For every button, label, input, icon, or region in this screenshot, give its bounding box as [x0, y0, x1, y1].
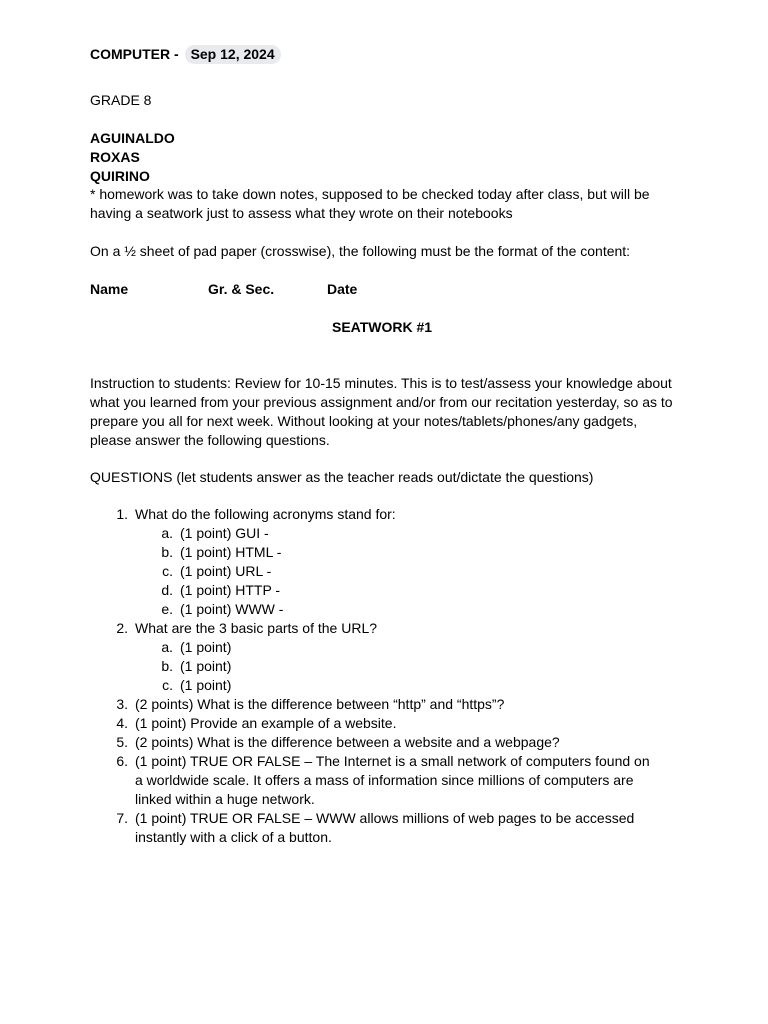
sub-text: (1 point): [180, 639, 232, 655]
sub-item: [90, 562, 690, 581]
section-quirino: QUIRINO: [90, 168, 150, 184]
question-number: 2.: [116, 620, 128, 636]
sub-letter: e.: [161, 601, 173, 617]
sub-text: (1 point) GUI -: [180, 525, 269, 541]
question-item: [90, 505, 690, 524]
sub-item: [90, 638, 690, 657]
seatwork-title: SEATWORK #1: [332, 319, 433, 335]
sub-text: (1 point) HTML -: [180, 544, 282, 560]
sub-item: [90, 581, 690, 600]
question-text: What do the following acronyms stand for:: [135, 506, 396, 522]
sub-item: [90, 657, 690, 676]
format-intro: On a ½ sheet of pad paper (crosswise), the following must be the format of the content:: [90, 243, 631, 259]
field-grade-section: Gr. & Sec.: [208, 281, 275, 297]
sub-text: (1 point): [180, 658, 232, 674]
sub-text: (1 point) URL -: [180, 563, 272, 579]
question-item: [90, 695, 690, 714]
question-text: (1 point) TRUE OR FALSE – The Internet is a small network of computers found on a worldwide scale. It offers a mass of information since millions of computers are linked within a huge network.: [135, 753, 650, 807]
sub-text: (1 point) HTTP -: [180, 582, 281, 598]
doc-header: [90, 45, 281, 64]
format-fields: [90, 280, 690, 299]
sub-text: (1 point) WWW -: [180, 601, 284, 617]
question-number: 4.: [116, 715, 128, 731]
subject-label: COMPUTER -: [90, 46, 179, 62]
sub-item: [90, 600, 690, 619]
sub-letter: a.: [161, 525, 173, 541]
question-number: 7.: [116, 810, 128, 826]
sub-item: [90, 524, 690, 543]
grade-label: GRADE 8: [90, 92, 152, 108]
field-name: Name: [90, 281, 129, 297]
sub-item: [90, 543, 690, 562]
date-chip[interactable]: Sep 12, 2024: [185, 45, 281, 64]
question-item: [90, 733, 690, 752]
field-date: Date: [327, 281, 358, 297]
question-text: (2 points) What is the difference between “http” and “https”?: [135, 696, 505, 712]
question-item: [90, 809, 690, 847]
sub-text: (1 point): [180, 677, 232, 693]
question-text: (1 point) Provide an example of a website.: [135, 715, 397, 731]
question-number: 3.: [116, 696, 128, 712]
sub-letter: b.: [161, 658, 173, 674]
sub-letter: b.: [161, 544, 173, 560]
questions-heading: QUESTIONS (let students answer as the teacher reads out/dictate the questions): [90, 469, 594, 485]
question-item: [90, 752, 690, 809]
homework-note: * homework was to take down notes, supposed to be checked today after class, but will be having a seatwork just to assess what they wrote on their notebooks: [90, 186, 650, 221]
question-item: [90, 714, 690, 733]
questions-list: [90, 505, 690, 847]
question-number: 6.: [116, 753, 128, 769]
section-roxas: ROXAS: [90, 149, 140, 165]
sub-letter: d.: [161, 582, 173, 598]
section-aguinaldo: AGUINALDO: [90, 130, 175, 146]
question-number: 1.: [116, 506, 128, 522]
instruction-paragraph: Instruction to students: Review for 10-15 minutes. This is to test/assess your knowledge about what you learned from your previous assignment and/or from our recitation yesterday, so as to prepare you all for next week. Without looking at your notes/tablets/phones/any gadgets, please answer the following questions.: [90, 375, 673, 448]
sub-letter: a.: [161, 639, 173, 655]
question-text: What are the 3 basic parts of the URL?: [135, 620, 378, 636]
question-item: [90, 619, 690, 638]
sub-letter: c.: [162, 677, 173, 693]
sub-letter: c.: [162, 563, 173, 579]
question-text: (1 point) TRUE OR FALSE – WWW allows millions of web pages to be accessed instantly with a click of a button.: [135, 810, 635, 845]
question-number: 5.: [116, 734, 128, 750]
question-text: (2 points) What is the difference between a website and a webpage?: [135, 734, 560, 750]
sub-item: [90, 676, 690, 695]
